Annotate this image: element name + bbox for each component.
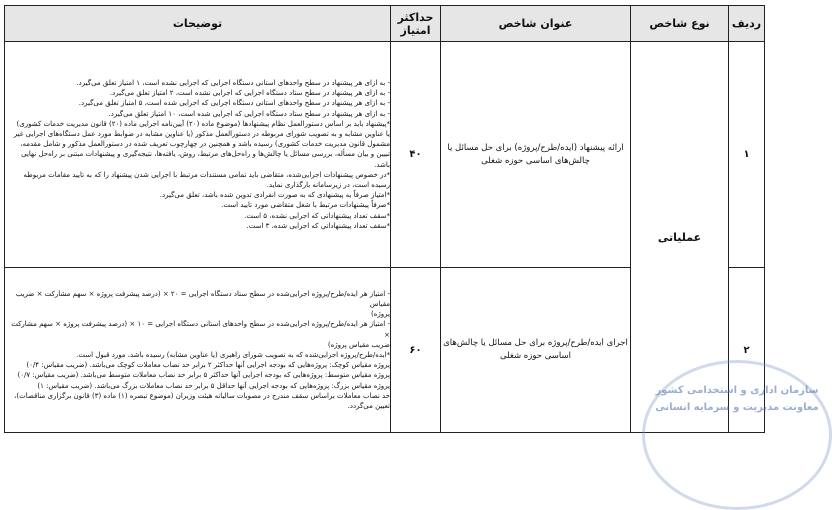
table-row	[5, 42, 765, 268]
description-line: رسیده است، در زیرسامانه بارگذاری نماید.	[266, 181, 390, 189]
description-cell	[5, 268, 391, 433]
description-line: یا عناوین مشابه و به تصویب شورای مربوطه در دستورالعمل مذکور (یا عناوین مشابه در ضوابط مورد عمل دستگاه‌های اجرایی غیر	[13, 129, 390, 138]
description-line: تبیین و بیان مسأله، بررسی مسائل یا چالش‌ها و راه‌حل‌های مرتبط، روش، یافته‌ها، نتیجه‌گیری و پیشنهادات مبتنی بر راه‌حل نهایی	[21, 150, 390, 159]
description-cell	[5, 42, 391, 268]
header-row	[5, 6, 765, 42]
description-line: پروژه مقیاس کوچک: پروژه‌هایی که بودجه اجرایی آنها حداکثر ۲ برابر حد نصاب معاملات کوچک می‌باشد. (ضریب مقیاس: ۰/۴)	[26, 361, 390, 370]
description-line: *امتیاز صرفاً به پیشنهادی که به صورت انفرادی تدوین شده باشد، تعلق می‌گیرد.	[159, 191, 390, 200]
description-line: - به ازای هر پیشنهاد در سطح ستاد دستگاه اجرایی که اجرایی نشده است، ۲ امتیاز تعلق می‌گیرد.	[109, 89, 390, 98]
max-score: ۴۰	[391, 42, 441, 268]
description-line: - به ازای هر پیشنهاد در سطح ستاد دستگاه اجرایی که اجرایی شده است، ۱۰ امتیاز تعلق می‌گیرد.	[108, 109, 390, 118]
description-line: *پیشنهاد باید بر اساس دستورالعمل نظام پیشنهادها (موضوع ماده (۲۰) آیین‌نامه اجرایی ماده (۲۰) قانون مدیریت خدمات کشوری)	[16, 119, 390, 128]
criterion-title: اجرای ایده/طرح/پروژه برای حل مسائل یا چالش‌های اساسی حوزه شغلی	[441, 268, 631, 433]
description-line: *سقف تعداد پیشنهاداتی که اجرایی شده، ۳ است.	[246, 221, 390, 230]
description-line: پروژه مقیاس بزرگ: پروژه‌هایی که بودجه اجرایی آنها حداقل ۵ برابر حد نصاب معاملات بزرگ می‌باشد. (ضریب مقیاس: ۱)	[37, 381, 390, 390]
criteria-table	[4, 5, 765, 433]
description-line: تعیین می‌گردد.	[347, 402, 390, 411]
description-line: - به ازای هر پیشنهاد در سطح واحدهای استانی دستگاه اجرایی که اجرایی نشده است، ۱ امتیاز تعلق می‌گیرد.	[76, 78, 390, 87]
description-line: - به ازای هر پیشنهاد در سطح واحدهای استانی دستگاه اجرایی که اجرایی شده است، ۵ امتیاز تعلق می‌گیرد.	[78, 99, 390, 108]
stamp-line: سازمان اداری و استخدامی کشور	[655, 385, 819, 396]
stamp-line: معاونت مدیریت و سرمایه انسانی	[655, 402, 819, 413]
description-line: *سقف تعداد پیشنهاداتی که اجرایی نشده، ۵ است.	[244, 211, 390, 220]
criterion-title: ارائه پیشنهاد (ایده/طرح/پروژه) برای حل مسائل یا چالش‌های اساسی حوزه شغلی	[441, 42, 631, 268]
description-line: پروژه)	[371, 310, 390, 319]
description-line: *صرفاً پیشنهادات مرتبط با شغل متقاضی مورد تایید است.	[221, 201, 390, 210]
row-number: ۱	[729, 42, 765, 268]
header-title: عنوان شاخص	[441, 6, 631, 42]
description-line: - امتیاز هر ایده/طرح/پروژه اجرایی‌شده در سطح واحدهای استانی دستگاه اجرایی = ۱۰ × (درصد پیشرفت پروژه × سهم مشارکت ×	[11, 320, 390, 339]
header-max-score: حداکثر امتیاز	[391, 6, 441, 42]
description-line: پروژه مقیاس متوسط: پروژه‌هایی که بودجه اجرایی آنها حداکثر ۵ برابر حد نصاب معاملات متوسط می‌باشد. (ضریب مقیاس: ۰/۷)	[17, 371, 390, 380]
description-line: ضریب مقیاس پروژه)	[327, 340, 390, 349]
row-number: ۲	[729, 268, 765, 433]
category-cell: عملیاتی	[631, 42, 729, 433]
description-line: *ایده/طرح/پروژه اجرایی‌شده که به تصویب شورای راهبری (یا عناوین مشابه) رسیده باشد، مورد قبول است.	[76, 351, 390, 359]
max-score: ۶۰	[391, 268, 441, 433]
header-description: توضیحات	[5, 6, 391, 42]
description-line: مشمول قانون مدیریت خدمات کشوری) رسیده باشد و همچنین در چهارچوب تعریف شده در دستورالعمل مذکور و شامل مقدمه،	[20, 140, 390, 149]
header-row-number: ردیف	[729, 6, 765, 42]
header-type: نوع شاخص	[631, 6, 729, 42]
description-line: - امتیاز هر ایده/طرح/پروژه اجرایی‌شده در سطح ستاد دستگاه اجرایی = ۲۰ × (درصد پیشرفت پروژه × سهم مشارکت × ضریب مقیاس	[15, 289, 390, 308]
description-line: حد نصاب معاملات براساس سقف مندرج در مصوبات سالیانه هیئت وزیران (موضوع تبصره (۱) ماده (۳) قانون برگزاری مناقصات)،	[14, 391, 390, 400]
description-line: *در خصوص پیشنهادات اجرایی‌شده، متقاضی باید تمامی مستندات مرتبط با اجرایی شدن پیشنهاد را که به تایید مقامات مربوطه	[23, 170, 390, 179]
description-line: باشد.	[374, 160, 390, 169]
